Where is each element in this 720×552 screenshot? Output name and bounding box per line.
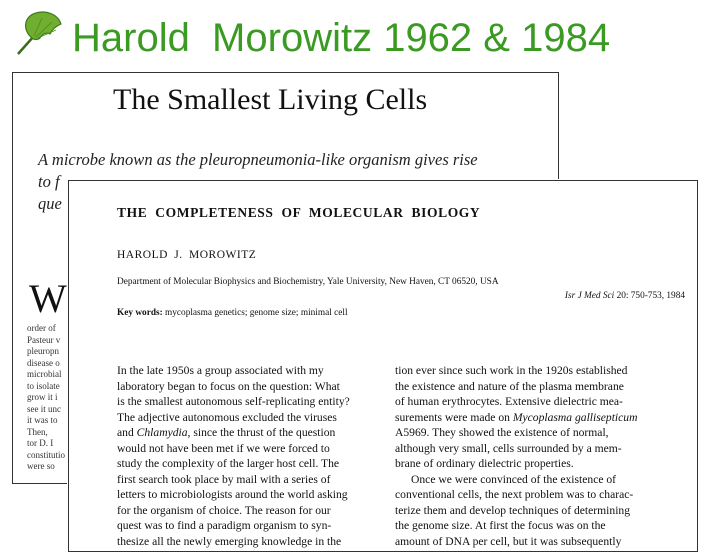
body-line: microbial: [27, 369, 62, 379]
text-segment: since the thrust of the question: [193, 426, 336, 439]
body-line: were so: [27, 461, 55, 471]
subtitle-line: to f: [38, 172, 60, 191]
text-line: for the organism of choice. The reason for our: [117, 503, 331, 517]
text-line: thesize all the newly emerging knowledge in the: [117, 534, 342, 548]
text-line: quest was to find a paradigm organism to syn-: [117, 519, 332, 532]
body-line: Then,: [27, 426, 48, 437]
drop-cap: W: [29, 276, 67, 321]
text-line: conventional cells, the next problem was to charac-: [395, 488, 634, 501]
slide-title-text: Harold Morowitz 1962 & 1984: [72, 16, 611, 60]
body-line: to isolate: [27, 380, 60, 391]
citation-details: 20: 750-753, 1984: [616, 291, 685, 301]
text-line: A5969. They showed the existence of normal,: [395, 426, 609, 439]
text-line: although very small, cells surrounded by a mem-: [395, 441, 622, 455]
article-right-column: [395, 363, 685, 549]
text-line: the genome size. At first the focus was on the: [395, 519, 606, 532]
text-line: Once we were convinced of the existence of: [411, 472, 617, 486]
keywords-text: mycoplasma genetics; genome size; minimal cell: [165, 308, 348, 318]
journal-citation: [565, 291, 685, 301]
body-line: constitutio: [27, 449, 65, 460]
text-line: terize them and develop techniques of determining: [395, 503, 631, 517]
subtitle-line: que: [38, 194, 62, 213]
article-left-column: [117, 363, 387, 549]
slide-title: [10, 8, 710, 64]
body-line: it was to: [27, 415, 58, 425]
text-line: In the late 1950s a group associated with my: [117, 364, 324, 377]
body-line: order of: [27, 323, 56, 333]
keywords: [117, 308, 348, 318]
text-segment: and: [117, 426, 134, 439]
text-line: is the smallest autonomous self-replicating entity?: [117, 395, 350, 408]
body-line: grow it i: [27, 392, 58, 402]
text-line: first search took place by mail with a series of: [117, 472, 331, 486]
author-affiliation: Department of Molecular Biophysics and Biochemistry, Yale University, New Haven, CT 06520, USA: [117, 277, 499, 287]
text-line: [117, 425, 387, 441]
text-line: of human erythrocytes. Extensive dielectric mea-: [395, 395, 623, 408]
article-1984-page: [68, 180, 698, 552]
text-line: study the complexity of the larger host cell. The: [117, 457, 340, 470]
article-1962-title: The Smallest Living Cells: [113, 83, 428, 116]
text-line: [395, 410, 685, 426]
journal-name: Isr J Med Sci: [564, 291, 615, 301]
article-1984-title: THE COMPLETENESS OF MOLECULAR BIOLOGY: [117, 205, 481, 220]
text-line: laboratory began to focus on the question: What: [117, 379, 340, 393]
text-line: tion ever since such work in the 1920s established: [395, 364, 628, 377]
text-line: The adjective autonomous excluded the viruses: [117, 410, 337, 424]
text-line: amount of DNA per cell, but it was subsequently: [395, 534, 622, 548]
keywords-label: Key words:: [117, 308, 163, 318]
body-line: pleuropn: [27, 346, 59, 356]
body-line: Pasteur v: [27, 334, 61, 345]
article-author: HAROLD J. MOROWITZ: [117, 249, 257, 261]
text-line: brane of ordinary dielectric properties.: [395, 457, 574, 470]
body-line: see it unc: [27, 403, 61, 414]
text-segment: surements were made on: [395, 410, 510, 424]
text-line: would not have been met if we were forced to: [117, 441, 330, 455]
text-line: the existence and nature of the plasma membrane: [395, 379, 624, 393]
ginkgo-leaf-icon: [12, 10, 64, 58]
body-line: tor D. I: [27, 438, 54, 448]
subtitle-line: A microbe known as the pleuropneumonia-like organism gives rise: [38, 150, 478, 169]
text-segment-italic: Mycoplasma gallisepticum: [512, 410, 638, 424]
body-line: disease o: [27, 357, 60, 368]
text-segment-italic: Chlamydia,: [136, 426, 191, 439]
text-line: letters to microbiologists around the world asking: [117, 488, 348, 501]
